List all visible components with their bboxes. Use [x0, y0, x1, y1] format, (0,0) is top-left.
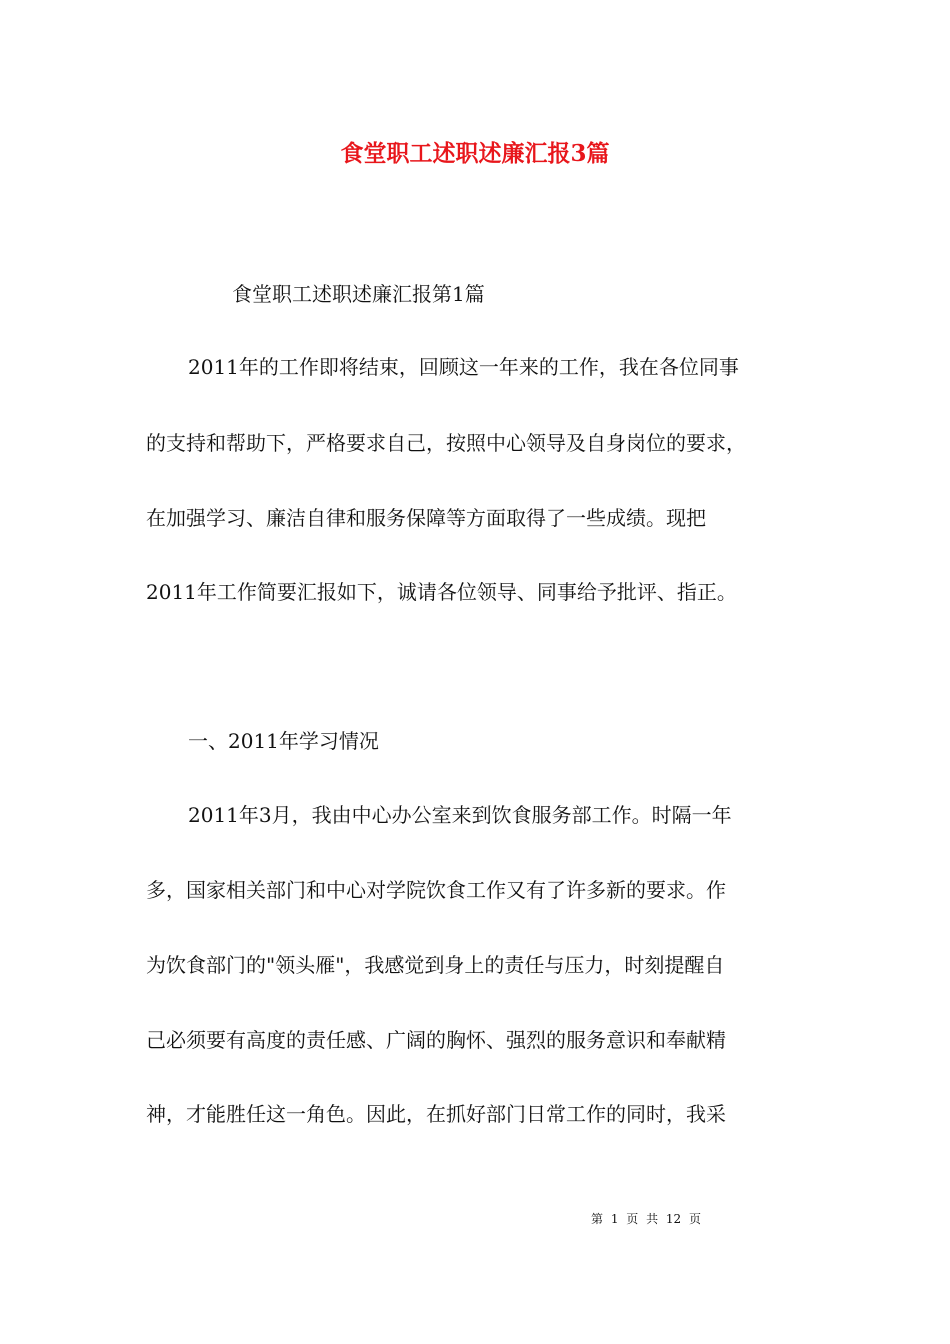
section-1-heading: 一、2011年学习情况 — [188, 729, 379, 753]
paragraph-2-line-1: 2011年3月，我由中心办公室来到饮食服务部工作。时隔一年 — [188, 803, 732, 827]
paragraph-2-line-3: 为饮食部门的"领头雁"，我感觉到身上的责任与压力，时刻提醒自 — [146, 953, 725, 977]
paragraph-2-line-2: 多，国家相关部门和中心对学院饮食工作又有了许多新的要求。作 — [146, 878, 726, 902]
paragraph-2-line-4: 己必须要有高度的责任感、广阔的胸怀、强烈的服务意识和奉献精 — [146, 1028, 726, 1052]
document-title: 食堂职工述职述廉汇报3篇 — [340, 140, 610, 167]
section-subtitle: 食堂职工述职述廉汇报第1篇 — [232, 282, 485, 306]
paragraph-1-line-1: 2011年的工作即将结束，回顾这一年来的工作，我在各位同事 — [188, 355, 739, 379]
page-footer: 第 1 页 共 12 页 — [591, 1212, 701, 1226]
paragraph-1-line-4: 2011年工作简要汇报如下，诚请各位领导、同事给予批评、指正。 — [146, 580, 737, 604]
paragraph-1-line-3: 在加强学习、廉洁自律和服务保障等方面取得了一些成绩。现把 — [146, 506, 706, 530]
paragraph-2-line-5: 神，才能胜任这一角色。因此，在抓好部门日常工作的同时，我采 — [146, 1102, 726, 1126]
paragraph-1-line-2: 的支持和帮助下，严格要求自己，按照中心领导及自身岗位的要求， — [146, 431, 746, 455]
